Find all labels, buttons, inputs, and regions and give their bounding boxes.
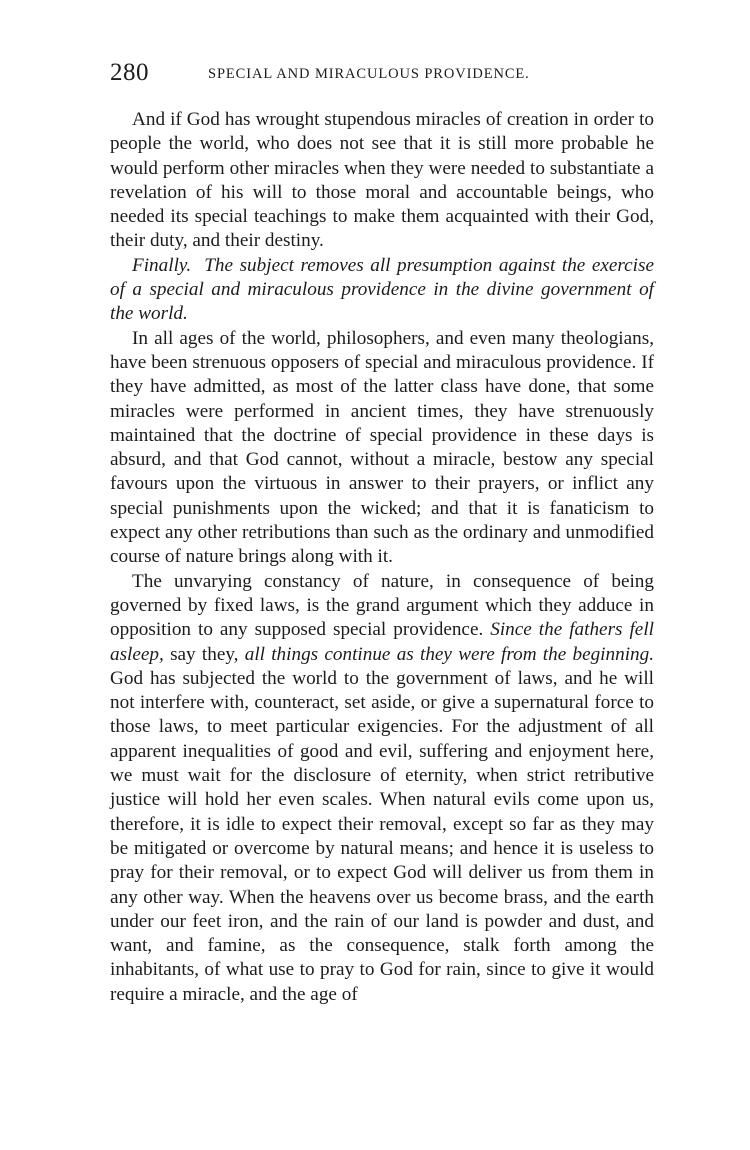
paragraph-4 [110,570,654,1007]
page-number: 280 [110,59,149,86]
paragraph-4-quote-2: all things continue as they were from the beginning. [244,643,655,665]
paragraph-2 [110,254,654,327]
paragraph-2-text: The subject removes all presumption against the exercise of a special and miraculous providence in the divine government of the world. [110,254,654,325]
paragraph-1: And if God has wrought stupendous miracles of creation in order to people the world, who does not see that it is still more probable he would perform other miracles when they were needed to substantiate a revelation of his will to those moral and accountable beings, who needed its special teachings to make them acquainted with their God, their duty, and their destiny. [110,109,654,252]
paragraph-4-part-c: God has subjected the world to the government of laws, and he will not interfere with, counteract, set aside, or give a supernatural force to those laws, to meet particular exigencies. For the adjustment of all apparent inequalities of good and evil, suffering and enjoyment here, we must wait for the disclosure of eternity, when strict retributive justice will hold her even scales. When natural evils come upon us, therefore, it is idle to expect their removal, except so far as they may be mitigated or overcome by natural means; and hence it is useless to pray for their removal, or to expect God will deliver us from them in any other way. When the heavens over us become brass, and the earth under our feet iron, and the rain of our land is powder and dust, and want, and famine, as the consequence, stalk forth among the inhabitants, of what use to pray to God for rain, since to give it would require a miracle, and the age of [110,667,654,1005]
paragraph-3: In all ages of the world, philosophers, and even many theologians, have been strenuous opposers of special and miraculous providence. If they have admitted, as most of the latter class have done, that some miracles were performed in ancient times, they have strenuously maintained that the doctrine of special providence in these days is absurd, and that God cannot, without a miracle, bestow any special favours upon the virtuous in answer to their prayers, or inflict any special punishments upon the wicked; and that it is fanaticism to expect any other retributions than such as the ordinary and unmodified course of nature brings along with it. [110,327,654,568]
paragraph-4-part-a: The unvarying constancy of nature, in consequence of being governed by fixed laws, is the grand argument which they adduce in opposition to any supposed special providence. [110,570,654,641]
running-head [110,58,654,88]
running-title: SPECIAL AND MIRACULOUS PROVIDENCE. [208,66,530,82]
paragraph-2-lead: Finally. [132,254,192,276]
paragraph-4-part-b: say they, [170,643,239,665]
paragraph-4-quote-1: Since the fathers fell asleep, [110,619,654,665]
body-text [110,108,654,1007]
